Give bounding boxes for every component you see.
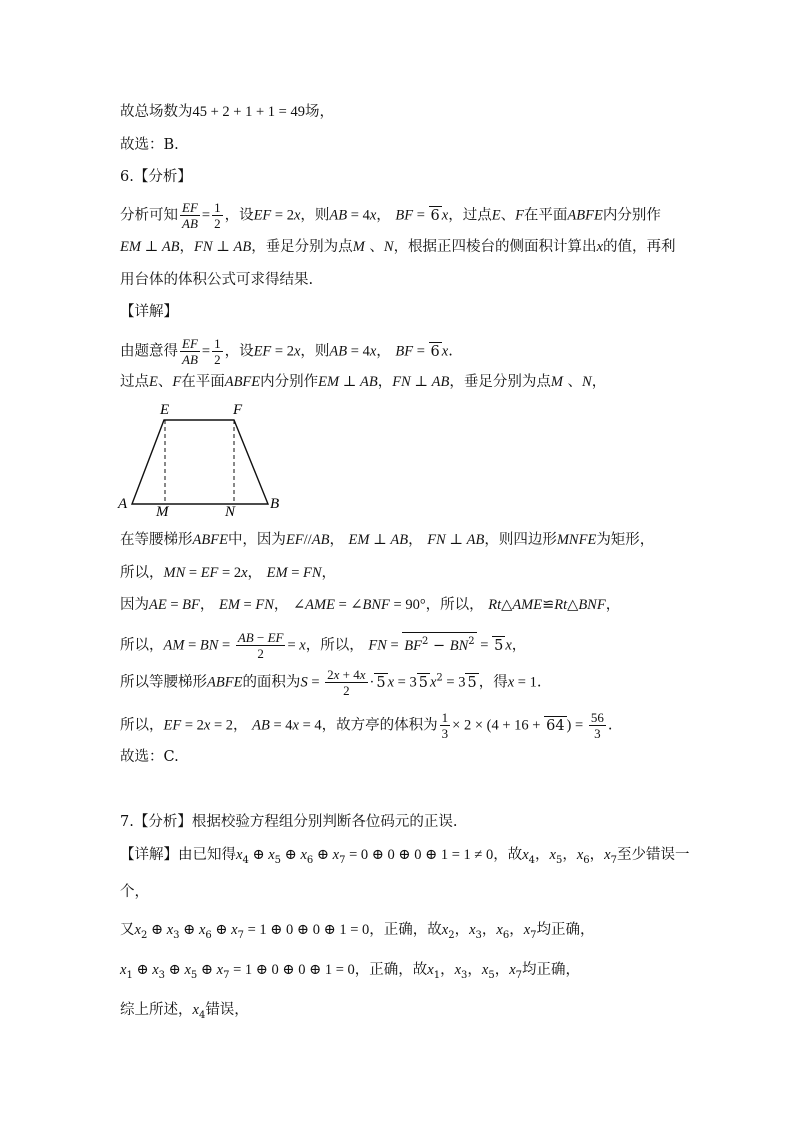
text-line: 故选：B. (120, 137, 179, 153)
label-N: N (225, 504, 236, 520)
text-line: EM ⊥ AB，FN ⊥ AB，垂足分别为点M 、N，根据正四棱台的侧面积计算出x的值，再利 (120, 239, 676, 255)
label-E: E (160, 402, 170, 418)
text-line: 【详解】由已知得$x_4$ ⊕ $x_5$ ⊕ $x_6$ ⊕ $x_7 = 0$ ⊕ 0 ⊕ 0 ⊕ 1 = 1 ≠ 0，故$x_4$，$x_5$，$x_6$，$x_7$至少错误一 (120, 847, 690, 866)
section-heading: 7.【分析】根据校验方程组分别判断各位码元的正误. (120, 814, 458, 830)
text-line: 所以，AM = BN = $\frac{AB - EF}{2}$ = x，所以， FN = $BF^2 - BN^2 = 5$ x， (120, 630, 527, 661)
label-A: A (118, 496, 128, 512)
text-line: 所以，EF = 2x = 2， AB = 4x = 4，故方亭的体积为 $\frac{1}{3}$ × 2 × (4 + 16 + 64 ) = $\frac{56}{3}$ . (120, 710, 613, 741)
text-line: 故选：C. (120, 749, 179, 765)
label-B: B (270, 496, 280, 512)
text-line: 所以，MN = EF = 2x， EM = FN， (120, 565, 337, 581)
text-line: 个， (120, 884, 149, 900)
text-line: 综上所述，$x_4$错误， (120, 1002, 249, 1021)
text-line: 故总场数为45 + 2 + 1 + 1 = 49场， (120, 104, 334, 120)
text-line: 过点E、F在平面ABFE内分别作EM ⊥ AB，FN ⊥ AB，垂足分别为点M 、N， (120, 374, 607, 390)
text-line: 所以等腰梯形ABFE的面积为S = $\frac{2x + 4x}{2}$ · 5 x = 3 5 $x^2 = 3$ 5 ，得x = 1. (120, 667, 542, 698)
text-line: 由题意得 $\frac{EF}{AB}$ = $\frac{1}{2}$ ，设EF = 2x，则AB = 4x， BF = 6 x. (120, 336, 453, 367)
label-M: M (156, 504, 169, 520)
text-line: 因为AE = BF， EM = FN， ∠AME = ∠BNF = 90°，所以， Rt△AME≌Rt△BNF， (120, 597, 621, 613)
text-line: 在等腰梯形ABFE中，因为EF//AB， EM ⊥ AB， FN ⊥ AB，则四边形MNFE为矩形， (120, 532, 655, 548)
fraction: $\frac{EF}{AB}$ (182, 200, 198, 231)
section-heading: 【详解】 (120, 304, 178, 320)
text-line: 分析可知 $\frac{EF}{AB}$ = $\frac{1}{2}$ ，设EF = 2x，则AB = 4x， BF = 6 x，过点E、F在平面ABFE内分别作 (120, 200, 661, 231)
label-F: F (233, 402, 243, 418)
text-line: 又$x_2$ ⊕ $x_3$ ⊕ $x_6$ ⊕ $x_7 = 1$ ⊕ 0 ⊕ 0 ⊕ 1 = 0，正确，故$x_2$，$x_3$，$x_6$，$x_7$均正确， (120, 922, 595, 941)
trapezoid-figure (112, 398, 292, 520)
text-line: 用台体的体积公式可求得结果. (120, 272, 314, 288)
section-heading: 6.【分析】 (120, 169, 192, 185)
text-line: $x_1$ ⊕ $x_3$ ⊕ $x_5$ ⊕ $x_7 = 1$ ⊕ 0 ⊕ 0 ⊕ 1 = 0，正确，故$x_1$，$x_3$，$x_5$，$x_7$均正确， (120, 962, 581, 981)
